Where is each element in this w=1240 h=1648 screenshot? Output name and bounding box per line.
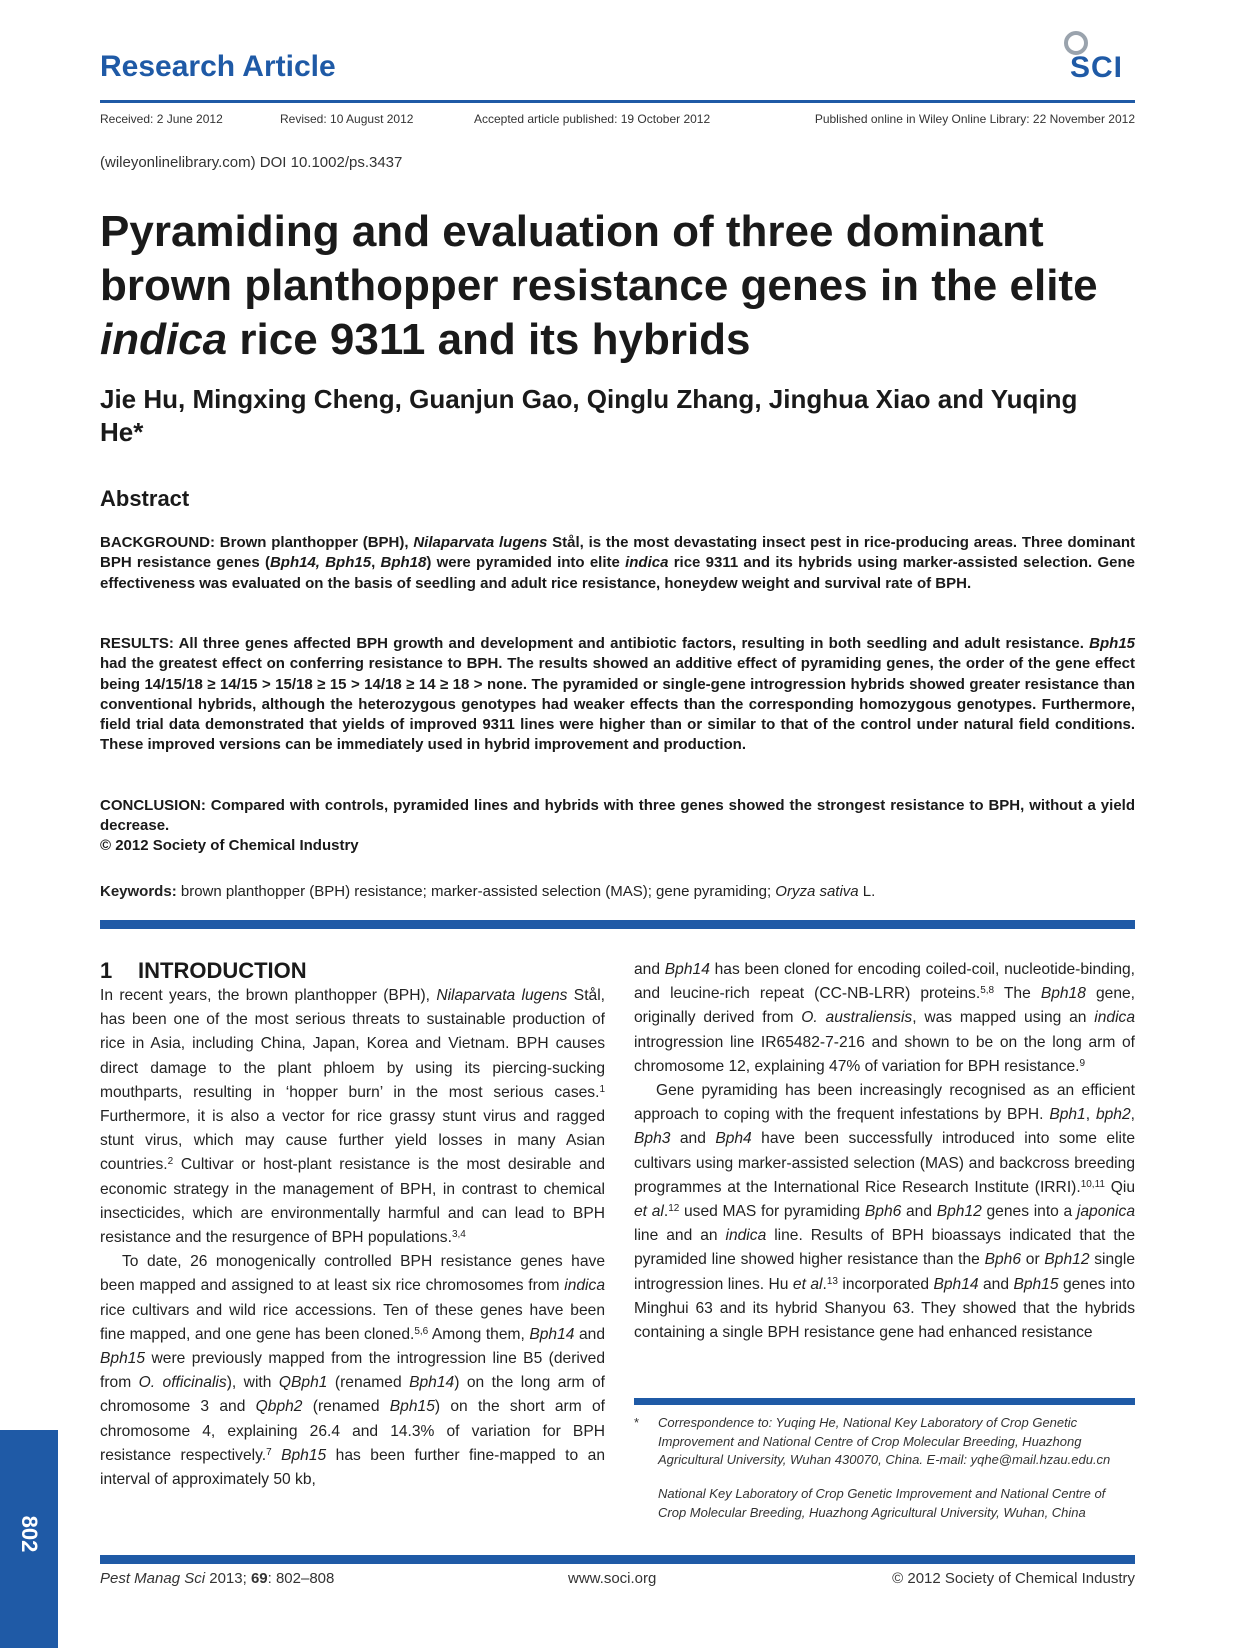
t: 2013;: [205, 1570, 251, 1587]
article-title: [100, 205, 1160, 367]
t: Furthermore, it is also a vector for rice grassy stunt virus and ragged stunt virus, which may cause further yield losses in many Asian countries.: [100, 1108, 605, 1174]
citation-ref[interactable]: 2: [167, 1156, 174, 1168]
t: : 802–808: [267, 1570, 335, 1587]
t: Pest Manag Sci: [100, 1570, 206, 1587]
footer-citation: [100, 1570, 334, 1587]
bg-i1: Nilaparvata lugens: [413, 534, 548, 551]
t: and: [574, 1325, 605, 1343]
t: Nilaparvata lugens: [436, 987, 568, 1004]
t: The: [994, 985, 1041, 1003]
bg-i4: indica: [625, 554, 669, 572]
bg-i3: Bph18: [380, 554, 427, 572]
section-title: INTRODUCTION: [138, 958, 307, 983]
section-number: 1: [100, 958, 113, 983]
footer-copyright: © 2012 Society of Chemical Industry: [892, 1570, 1135, 1587]
t: Stål, has been one of the most serious threats to sustainable production of rice in Asia, including China, Japan, Korea and Vietnam. BPH causes direct damage to the plant phloem by using its piercing-sucking mouthparts, resulting in ‘hopper burn’ in the most serious cases.: [100, 987, 606, 1101]
intro-paragraph-1: [100, 984, 605, 1250]
t: Bph15: [281, 1446, 327, 1464]
intro-right-column: [634, 958, 1135, 1345]
t: ) on the short arm of chromosome 4, explaining 26.4 and 14.3% of variation for BPH resistance respectively.: [100, 1398, 605, 1464]
res-i1: Bph15: [1089, 635, 1135, 652]
sci-logo: [1062, 28, 1142, 84]
footer-rule: [100, 1555, 1135, 1564]
t: Bph15: [100, 1350, 146, 1368]
intro-left-column: [100, 984, 605, 1492]
t: QBph1: [278, 1374, 328, 1392]
t: Bph14: [529, 1325, 575, 1343]
keywords-italic: Oryza sativa: [775, 883, 859, 900]
t: introgression line IR65482-7-216 and shown to be on the long arm of chromosome 12, explaining 47% of variation for BPH resistance.: [634, 1033, 1135, 1075]
t: [272, 1447, 281, 1464]
intro-paragraph-3: [634, 958, 1135, 1079]
res-s2: had the greatest effect on conferring resistance to BPH. The results showed an additive effect of pyramiding genes, the order of the gene effect being 14/15/18 ≥ 14/15 > 15/18 ≥ 15 > 14/18 ≥ 14 ≥ 18 > none. The pyramided or single-gene introgression hybrids showed greater resistance than conventional hybrids, although the heterozygous genotypes had weaker effects than the corresponding homozygous genotypes. Furthermore, field trial data demonstrated that yields of improved 9311 lines were higher than or similar to that of the control under natural field conditions. These improved versions can be immediately used in hybrid improvement and production.: [100, 655, 1135, 754]
t: 69: [250, 1570, 268, 1587]
t: japonica: [1076, 1203, 1135, 1221]
keywords-text: brown planthopper (BPH) resistance; marker-assisted selection (MAS); gene pyramiding;: [176, 883, 776, 900]
abstract-copyright: © 2012 Society of Chemical Industry: [100, 837, 359, 854]
t: In recent years, the brown planthopper (BPH),: [100, 987, 437, 1004]
t: Bph15: [1013, 1275, 1059, 1293]
citation-ref[interactable]: 12: [668, 1203, 680, 1215]
correspondence-note: [634, 1414, 1135, 1470]
date-published: Published online in Wiley Online Library: 22 November 2012: [814, 112, 1135, 126]
t: et al: [792, 1275, 823, 1293]
t: genes into a: [981, 1203, 1077, 1221]
t: ,: [1085, 1106, 1096, 1124]
t: or: [1021, 1251, 1045, 1269]
authors: Jie Hu, Mingxing Cheng, Guanjun Gao, Qinglu Zhang, Jinghua Xiao and Yuqing He*: [100, 384, 1078, 447]
t: Cultivar or host-plant resistance is the most desirable and economic strategy in the management of BPH, in contrast to chemical insecticides, which are environmentally harmful and can lead to BPH resistance and the resurgence of BPH populations.: [100, 1156, 605, 1247]
section-divider: [100, 920, 1135, 929]
t: and: [670, 1130, 716, 1148]
t: Bph14: [664, 961, 710, 978]
t: (renamed: [302, 1398, 390, 1416]
t: indica: [564, 1277, 605, 1295]
introduction-heading: [100, 958, 307, 984]
article-type: Research Article: [100, 50, 336, 83]
correspondence-text: Correspondence to: Yuqing He, National Key Laboratory of Crop Genetic Improvement and National Centre of Crop Molecular Breeding, Huazhong Agricultural University, Wuhan 430070, China. E-mail: yqhe@mail.hzau.edu.cn: [658, 1415, 1111, 1467]
citation-ref[interactable]: 13: [826, 1275, 838, 1287]
t: Bph15: [389, 1398, 435, 1416]
t: Bph12: [1044, 1251, 1090, 1269]
t: .: [663, 1203, 669, 1221]
t: Bph14: [933, 1275, 979, 1293]
citation-ref[interactable]: 3,4: [451, 1229, 466, 1241]
t: rice cultivars and wild rice accessions. Ten of these genes have been fine mapped, and one gene has been cloned.: [100, 1301, 605, 1343]
page-number: 802: [17, 1515, 42, 1553]
t: and: [634, 961, 665, 978]
abstract-conclusion: CONCLUSION: Compared with controls, pyramided lines and hybrids with three genes showed the strongest resistance to BPH, without a yield decrease.: [100, 797, 1135, 835]
t: Qbph2: [255, 1398, 303, 1416]
t: has been cloned for encoding coiled-coil, nucleotide-binding, and leucine-rich repeat (CC-NB-LRR) proteins.: [634, 961, 1135, 1003]
t: .: [822, 1275, 827, 1293]
abstract-background: [100, 533, 1135, 594]
t: O. australiensis: [801, 1009, 913, 1027]
t: indica: [1094, 1009, 1136, 1027]
t: Bph6: [864, 1203, 902, 1221]
t: used MAS for pyramiding: [679, 1203, 865, 1221]
t: were previously mapped from the introgression line B5 (derived from: [100, 1350, 605, 1392]
intro-paragraph-4: [634, 1079, 1135, 1345]
bg-s5: rice 9311 and its hybrids using marker-assisted selection. Gene effectiveness was evaluated on the basis of seedling and adult rice resistance, honeydew weight and survival rate of BPH.: [100, 554, 1135, 592]
citation-ref[interactable]: 9: [1079, 1057, 1086, 1069]
citation-ref[interactable]: 5,8: [980, 985, 995, 997]
t: genes into Minghui 63 and its hybrid Shanyou 63. They showed that the hybrids containing a single BPH resistance gene had enhanced resistance: [634, 1275, 1136, 1342]
t: Bph1: [1049, 1106, 1086, 1124]
t: line. Results of BPH bioassays indicated that the pyramided line showed higher resistance than the: [634, 1227, 1135, 1269]
t: Bph14: [409, 1374, 455, 1392]
t: and: [901, 1203, 937, 1221]
bg-s3: ,: [371, 554, 381, 572]
title-part2: rice 9311 and its hybrids: [227, 315, 751, 364]
t: Bph12: [936, 1203, 982, 1221]
res-s1: RESULTS: All three genes affected BPH growth and development and antibiotic factors, resulting in both seedling and adult resistance.: [100, 635, 1090, 652]
abstract-heading: Abstract: [100, 486, 190, 511]
correspondence-rule: [634, 1398, 1135, 1405]
title-italic: indica: [100, 315, 228, 364]
citation-ref[interactable]: 5,6: [414, 1325, 429, 1337]
date-revised: Revised: 10 August 2012: [280, 112, 414, 126]
affiliation-note: National Key Laboratory of Crop Genetic Improvement and National Centre of Crop Molecular Breeding, Huazhong Agricultural University, Wuhan, China: [658, 1486, 1106, 1520]
t: have been successfully introduced into some elite cultivars using marker-assisted selection (MAS) and backcross breeding programmes at the International Rice Research Institute (IRRI).: [634, 1130, 1136, 1196]
doi[interactable]: (wileyonlinelibrary.com) DOI 10.1002/ps.3437: [100, 154, 403, 171]
t: bph2: [1095, 1106, 1131, 1124]
t: Gene pyramiding has been increasingly recognised as an efficient approach to coping with the frequent infestations by BPH.: [634, 1082, 1135, 1124]
keywords-label: Keywords:: [100, 883, 177, 900]
t: line and an: [634, 1227, 726, 1245]
citation-ref[interactable]: 1: [599, 1083, 605, 1095]
bg-s1: BACKGROUND: Brown planthopper (BPH),: [100, 534, 414, 551]
t: (renamed: [327, 1374, 410, 1392]
t: single introgression lines. Hu: [634, 1251, 1136, 1293]
t: Among them,: [428, 1325, 530, 1343]
abstract-results: [100, 634, 1135, 756]
t: , was mapped using an: [912, 1009, 1095, 1027]
t: ), with: [226, 1374, 279, 1392]
t: Bph4: [715, 1130, 752, 1148]
t: ,: [1130, 1106, 1135, 1124]
t: Qiu: [1104, 1178, 1135, 1196]
bg-s2: Stål, is the most devastating insect pest in rice-producing areas. Three dominant BPH resistance genes (: [100, 534, 1136, 572]
citation-ref[interactable]: 10,11: [1080, 1178, 1105, 1190]
t: Bph3: [634, 1130, 671, 1148]
intro-paragraph-2: [100, 1250, 605, 1492]
t: and: [978, 1275, 1014, 1293]
footer-website-link[interactable]: www.soci.org: [568, 1570, 657, 1587]
t: To date, 26 monogenically controlled BPH resistance genes have been mapped and assigned to at least six rice chromosomes from: [100, 1253, 605, 1295]
keywords-end: L.: [858, 883, 876, 900]
t: Bph18: [1040, 985, 1086, 1003]
t: ) on the long arm of chromosome 3 and: [100, 1374, 606, 1416]
bg-s4: ) were pyramided into elite: [426, 554, 626, 572]
t: O. officinalis: [138, 1374, 227, 1392]
date-accepted: Accepted article published: 19 October 2012: [474, 112, 711, 126]
date-received: Received: 2 June 2012: [100, 112, 223, 126]
page-number-tab: [0, 1430, 58, 1648]
page-footer: [100, 1570, 1135, 1592]
keywords: [100, 883, 1135, 900]
title-part1: Pyramiding and evaluation of three dominant brown planthopper resistance genes in the elite: [100, 207, 1098, 310]
publication-dates: [100, 112, 1135, 128]
header-rule: [100, 100, 1135, 103]
t: has been further fine-mapped to an interval of approximately 50 kb,: [100, 1446, 605, 1489]
t: gene, originally derived from: [634, 985, 1135, 1027]
t: incorporated: [837, 1275, 934, 1293]
t: et al: [634, 1203, 664, 1221]
bg-i2: Bph14, Bph15: [269, 554, 372, 572]
t: indica: [725, 1227, 767, 1245]
t: Bph6: [984, 1251, 1022, 1269]
logo-text: SCI: [1070, 51, 1124, 84]
citation-ref[interactable]: 7: [266, 1446, 272, 1458]
footnote-marker: *: [634, 1415, 640, 1430]
